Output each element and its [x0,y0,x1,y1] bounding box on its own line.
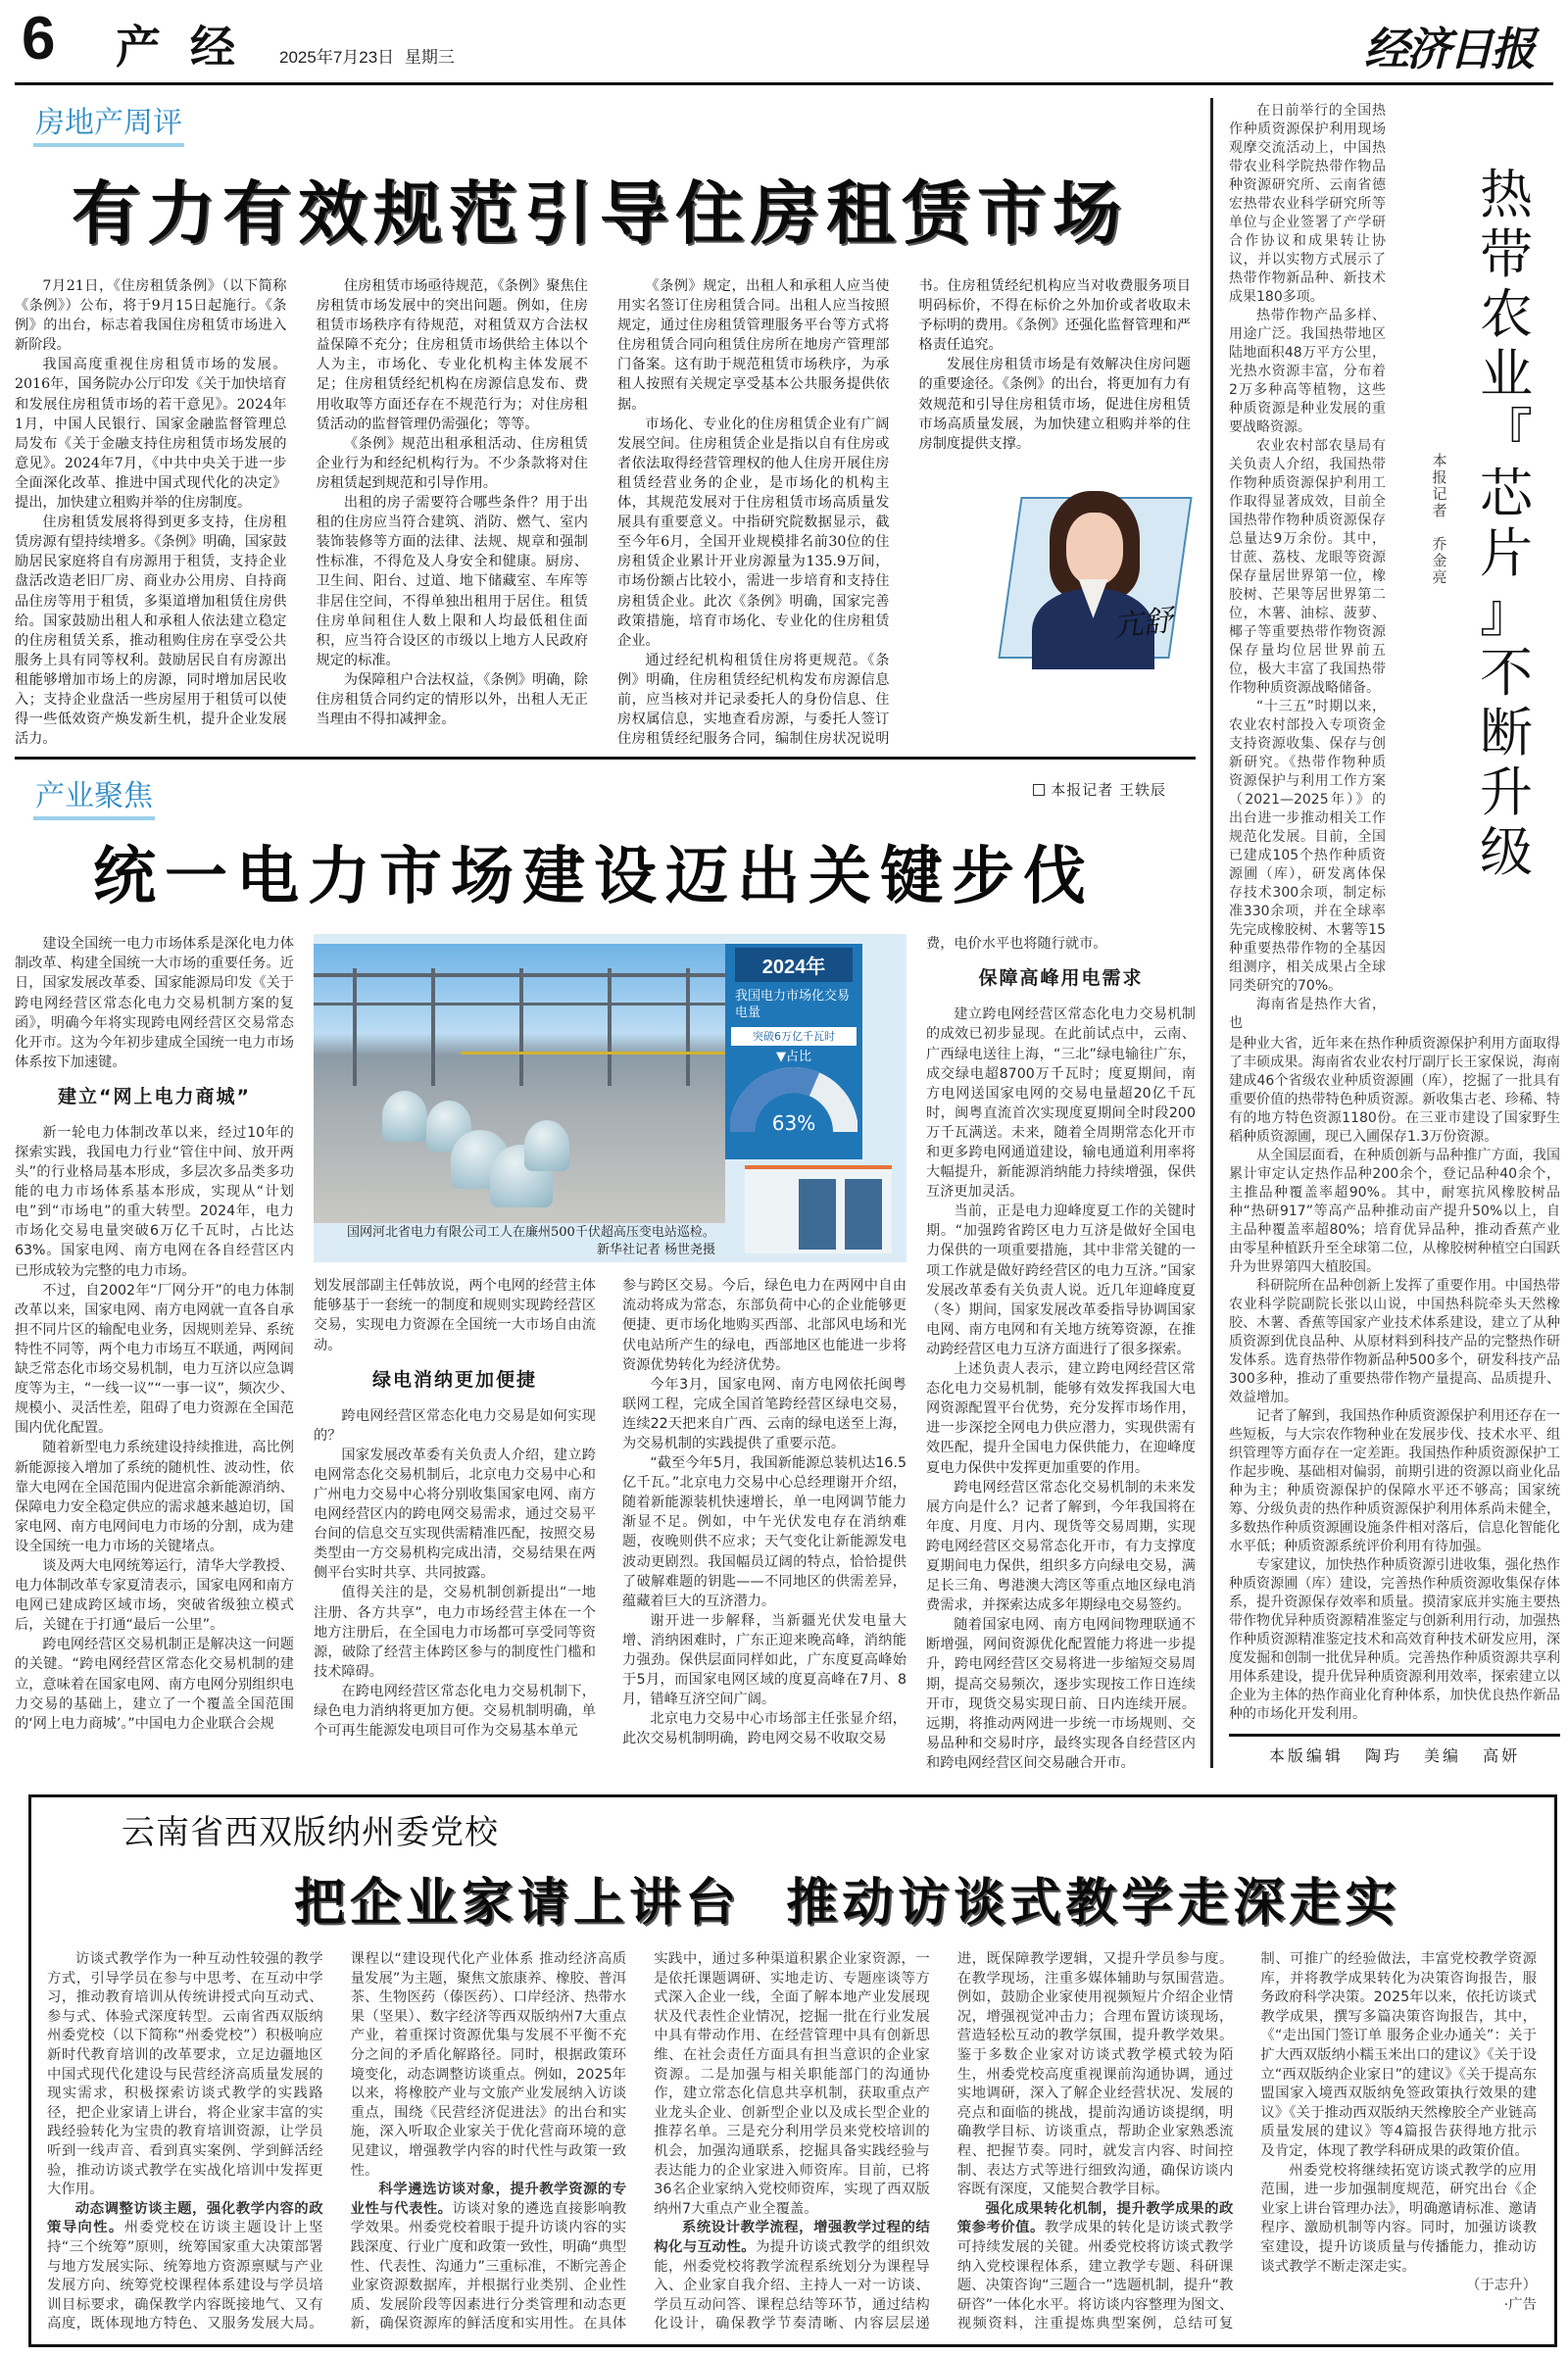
caption-text: 国网河北省电力有限公司工人在廉州500千伏超高压变电站巡检。 [347,1225,715,1241]
headline-housing: 有力有效规范引导住房租赁市场 [72,173,1128,254]
vertical-char: 带 [1480,223,1533,285]
article-column-3 [622,1276,906,1748]
paragraph-text: 随着国家电网、南方电网间物理联通不断增强，网间资源优化配置能力将进一步提升，跨电网经营区交易将进一步缩短交易周期，提高交易频次，逐步实现按工作日连续开市，现货交易实现日前、日内连续开展。远期，将推动两网进一步统一市场规则、交易品种和交易时序，最终实现各自经营区内和跨电网经营区间交易融合开市。 [926,1617,1196,1771]
column-kicker-housing: 房地产周评 [33,98,184,147]
paragraph-text: 为保障租户合法权益，《条例》明确，除住房租赁合同约定的情形以外，出租人无正当理由不得扣减押金。 [316,671,588,728]
portrait-face [1066,513,1123,585]
paragraph-text: 上述负责人表示，建立跨电网经营区常态化电力交易机制，能够有效发挥我国大电网资源配置平台优势，充分发挥市场作用，进一步深挖全网电力供应潜力，实现供需有效匹配，提升全国电力保供能力，在迎峰度夏电力保供中发挥更加重要的作用。 [926,1361,1196,1476]
subheading: 保障高峰用电需求 [978,967,1144,990]
substation-photo [314,944,725,1223]
pylon [608,968,612,1086]
vertical-char: 升 [1480,761,1533,823]
share-gauge [730,1067,858,1136]
advertorial-subtitle: 云南省西双版纳州委党校 [122,1813,499,1852]
paragraph-text: 在跨电网经营区常态化电力交易机制下，绿色电力消纳将更加方便。交易机制明确，单个可再生能源发电项目可作为交易基本单元 [314,1683,596,1740]
paragraph-text: 市场化、专业化的住房租赁企业有广阔发展空间。住房租赁企业是指以自有住房或者依法取得经营管理权的他人住房开展住房租赁经营业务的企业，是市场化的机构主体，其规范发展对于住房租赁市场高质量发展具有重要意义。中指研究院数据显示，截至今年6月，全国开业规模排名前30位的住房租赁企业累计开业房源量为135.9万间，市场份额占比较小，需进一步培育和支持住房租赁企业。此次《条例》明确，国家完善政策措施，培育市场化、专业化的住房租赁企业。 [617,416,890,649]
vertical-char: 者 [1432,502,1447,519]
paragraph-lead: 科学遴选访谈对象，提升教学资源的专业性与代表性。 [350,2182,627,2217]
page-editors: 本版编辑 陶玙 美编 高妍 [1268,1746,1521,1765]
advertorial-body [47,1950,1537,2334]
right-column-tropical [1210,98,1560,1768]
paragraph [622,1276,906,1374]
paragraph [314,1406,596,1446]
paragraph [314,1446,596,1584]
pylon [519,968,523,1086]
paragraph [15,513,287,749]
paragraph-text: 建设全国统一电力市场体系是深化电力体制改革、构建全国统一大市场的重要任务。近日，国家发展改革委、国家能源局印发《关于跨电网经营区常态化电力交易机制方案的复函》，明确今年将实现跨电网经营区交易常态化开市。这为今年初步建成全国统一电力市场体系按下加速键。 [15,936,294,1070]
paragraph-text: 海南省是热作大省，也 [1229,997,1386,1031]
paragraph [622,1453,906,1611]
substation-photo-infographic [314,934,906,1262]
paragraph-text: 新一轮电力体制改革以来，经过10年的探索实践，我国电力行业“管住中间、放开两头”的行业格局基本形成，多层次多品类多功能的电力市场体系基本形成，实现从“计划电”到“市场电”的重大转型。2024年，电力市场化交易电量突破6万亿千瓦时，占比达63%。国家电网、南方电网在各自经营区内已形成较为完整的电力市场。 [15,1124,294,1279]
paragraph [926,1615,1196,1773]
section-name: 产经 [116,21,265,74]
photo-and-middle-columns [314,934,906,1748]
paragraph-text: 随着新型电力系统建设持续推进，高比例新能源接入增加了系统的随机性、波动性，依靠大电网在全国范围内促进富余新能源消纳、保障电力安全稳定供应的需求越来越迫切，国家电网、南方电网间电力市场的分割，成为建设全国统一电力市场的关键堵点。 [15,1440,294,1554]
paragraph-text: 科研院所在品种创新上发挥了重要作用。中国热带农业科学院副院长张以山说，中国热科院牵头天然橡胶、木薯、香蕉等国家产业技术体系建设，建立了从种质资源到优良品种、从原材料到科技产品的完整热作研发体系。选育热带作物新品种500多个，研发科技产品300多种，推动了重要热带作物产量提高、品质提升、效益增加。 [1229,1278,1560,1405]
byline-text: 本报记者 王轶辰 [1051,781,1166,800]
advertorial-box [28,1794,1557,2347]
pylon [353,968,357,1086]
subheading: 绿电消纳更加便捷 [371,1368,537,1391]
paragraph [1229,1407,1560,1556]
photo-caption [314,1224,725,1259]
paragraph [1229,307,1386,437]
reactor-tank [382,1091,427,1142]
building-illustration [745,1165,892,1253]
vertical-char: 报 [1432,468,1447,486]
paragraph-text: ·广告 [1503,2296,1537,2313]
paragraph-text: 建立跨电网经营区常态化电力交易机制的成效已初步显现。在此前试点中，云南、广西绿电送往上海，“三北”绿电输往广东，成交绿电超8700万千瓦时；度夏期间，南方电网送国家电网的交易电量超20亿千瓦时，闽粤直流首次实现度夏期间全时段200万千瓦满送。未来，随着全周期常态化开市和更多跨电网通道建设，输电通道利用率将大幅提升，新能源消纳能力持续增强，保供互济更加灵活。 [926,1007,1196,1201]
paragraph [15,1281,294,1439]
paragraph-text: 热带作物产品多样、用途广泛。我国热带地区陆地面积48万平方公里，光热水资源丰富，分布着2万多种高等植物，这些种质资源是种业发展的重要战略资源。 [1229,308,1386,435]
gauge-value: 63% [771,1111,816,1136]
issue-date: 2025年7月23日 星期三 [279,48,455,67]
paragraph [1260,2277,1537,2296]
paragraph-text: 不过，自2002年“厂网分开”的电力体制改革以来，国家电网、南方电网就一直各自承担不同片区的输配电业务，因规则差异、系统特性不同等，两个电力市场互不联通，两网间缺乏常态化市场交易机制，电力互济以应急调度等为主，“一线一议”“一事一议”，频次少、规模小、灵活性差，阻碍了电力资源在全国范围内优化配置。 [15,1282,294,1437]
paragraph-text: 从全国层面看，在种质创新与品种推广方面，我国累计审定认定热作品种200余个，登记品种40余个，主推品种覆盖率超90%。其中，耐寒抗风橡胶树品种“热研917”等高产品种推动亩产提升50%以上，自主品种覆盖率超80%；培育优异品种，推动香蕉产业由零星种植跃升至全球第二位，从橡胶树种植空白国跃升为世界第四大植胶国。 [1229,1148,1560,1275]
vertical-char: 断 [1480,702,1533,763]
paragraph-text: 出租的房子需要符合哪些条件？用于出租的住房应当符合建筑、消防、燃气、室内装饰装修等方面的法律、法规、规章和强制性标准，不得危及人身安全和健康。厨房、卫生间、阳台、过道、地下储藏室、车库等非居住空间，不得单独出租用于居住。租赁住房单间租住人数上限和人均最低租住面积，应当符合设区的市级以上地方人民政府规定的标准。 [316,495,588,668]
paragraph [15,1123,294,1281]
paragraph-text: 在日前举行的全国热作种质资源保护利用现场观摩交流活动上，中国热带农业科学院热带作物品种资源研究所、云南省德宏热带农业科学研究所等单位与企业签署了产学研合作协议和成果转让协议，并以实物方式展示了热带作物新品种、新技术成果180多项。 [1229,103,1386,305]
paragraph [926,1359,1196,1478]
paragraph-lead: 动态调整访谈主题，强化教学内容的政策导向性。 [47,2200,323,2236]
paragraph-text: 通过经纪机构租赁住房将更规范。《条例》明确，住房租赁经纪机构发布房源信息前，应当核对并记录委托人的身份信息、住房权属信息，实地查看房源，与委托人签订住房租赁经纪服务合同，编制住房状况说明书。住房租赁经纪机构应当对收费服务项目明码标价，不得在标价之外加价或者收取未予标明的费用。《条例》还强化监督管理和严格责任追究。 [617,278,1191,748]
paragraph [926,934,1196,954]
article-body-tropical-narrow [1229,102,1386,1033]
paragraph-text: 跨电网经营区常态化交易机制的未来发展方向是什么？记者了解到，今年我国将在年度、月度、月内、现货等交易周期，实现跨电网经营区交易常态化开市，有力支撑度夏期间电力保供，组织多方向绿电交易，满足长三角、粤港澳大湾区等重点地区绿电消费需求，并探索达成多年期绿电交易签约。 [926,1479,1196,1614]
paragraph-text: 《条例》规范出租承租活动、住房租赁企业行为和经纪机构行为。不少条款将对住房租赁起到规范和引导作用。 [316,435,588,491]
paragraph [1229,1277,1560,1407]
author-signature: 亢舒 [1111,603,1174,644]
paragraph [314,1583,596,1681]
paragraph [622,1375,906,1453]
paragraph [15,1438,294,1556]
vertical-char: 级 [1480,821,1533,883]
pylon [431,968,435,1086]
paragraph [15,276,287,355]
paragraph [314,1276,596,1354]
byline-power [1033,779,1166,800]
paragraph-text: 教学成果的转化是访谈式教学可持续发展的关键。州委党校将访谈式教学纳入党校课程体系，建立教学专题、科研课题、决策咨询“三题合一”选题机制，提升“教研咨”一体化水平。将访谈内容整理为图文、视频资料，注重提炼典型案例，总结可复制、可推广的经验做法，丰富党校教学资源库，并将教学成果转化为决策咨询报告，服务政府科学决策。2025年以来，依托访谈式教学成果，撰写多篇决策咨询报告，其中，《“走出国门签订单 服务企业办通关”：关于扩大西双版纳小糯玉米出口的建议》《关于设立“西双版纳企业家日”的建议》《关于提高东盟国家入境西双版纳免签政策执行效果的建议》《关于推动西双版纳天然橡胶全产业链高质量发展的建议》等4篇报告获得地方批示及肯定，体现了教学科研成果的政策价值。 [956,1951,1537,2332]
paragraph [317,670,589,729]
paragraph [919,355,1192,453]
subheading: 建立“网上电力商城” [58,1085,251,1107]
vertical-char: 『 [1480,403,1533,465]
paragraph-text: 今年3月，国家电网、南方电网依托闽粤联网工程，完成全国首笔跨经营区绿电交易，连续22天把来自广西、云南的绿电送至上海，为交易机制的实践提供了重要示范。 [622,1376,906,1451]
paragraph [617,276,890,415]
paragraph-text: 谢开进一步解释，当新疆光伏发电量大增、消纳困难时，广东正迎来晚高峰，消纳能力强劲。保供层面同样如此，广东度夏高峰始于5月，而国家电网区域的度夏高峰在7月、8月，错峰互济空间广阔。 [622,1612,906,1708]
vertical-char: 本 [1432,452,1447,469]
paragraph [15,355,287,513]
advertorial-headline: 把企业家请上讲台 推动访谈式教学走深走实 [294,1874,1401,1933]
photo-credit: 新华社记者 杨世尧摄 [596,1243,715,1258]
paragraph-lead: 强化成果转化机制，提升教学成果的政策参考价值。 [956,2200,1234,2236]
paragraph-text: 费，电价水平也将随行就市。 [926,936,1107,953]
infographic-panel [725,944,862,1159]
paragraph [15,1635,294,1733]
vertical-char: 不 [1480,642,1533,704]
paragraph-text: 跨电网经营区交易机制正是解决这一问题的关键。“跨电网经营区常态化交易机制的建立，意味着在国家电网、南方电网分别组织电力交易的基础上，建立了一个覆盖全国范围的‘网上电力商城’。”中国电力企业联合会规 [15,1637,294,1732]
main-area [15,0,1560,1773]
paragraph-text: 发展住房租赁市场是有效解决住房问题的重要途径。《条例》的出台，将更加有力有效规范和引导住房租赁市场，促进住房租赁市场高质量发展，为加快建立租购并举的住房制度提供支撑。 [918,357,1191,452]
paragraph-text: 住房租赁发展将得到更多支持，住房租赁房源有望持续增多。《条例》明确，国家鼓励居民家庭将自有房源用于租赁，支持企业盘活改造老旧厂房、商业办公用房、自持商品住房等用于租赁，多渠道增加租赁住房供给。国家鼓励出租人和承租人依法建立稳定的住房租赁关系，推动租购住房在享受公共服务上具有同等权利。鼓励居民自有房源出租能够增加市场上的房源，同时增加居民收入；支持企业盘活一些房屋用于租赁可以使得一些低效资产焕发新生机，提升企业发展活力。 [15,515,287,748]
paragraph-text: 当前，正是电力迎峰度夏工作的关键时期。“加强跨省跨区电力互济是做好全国电力保供的一项重要措施，其中非常关键的一项工作就是做好跨经营区的电力互济。”国家发展改革委有关负责人说。近几年迎峰度夏（冬）期间，国家发展改革委指导协调国家电网、南方电网和有关地方统筹资源，在推动跨经营区电力互济方面进行了很多探索。 [926,1203,1196,1357]
author-portrait [988,462,1194,669]
article-body-tropical-wide [1229,1035,1560,1724]
article-column-4 [926,934,1196,1773]
headline-power: 统一电力市场建设迈出关键步伐 [93,840,1095,914]
vertical-char: 片 [1480,522,1533,584]
paragraph-text: 访谈式教学作为一种互动性较强的教学方式，引导学员在参与中思考、在互动中学习，推动教育培训从传统讲授式向互动式、参与式、体验式深度转型。云南省西双版纳州委党校（以下简称“州委党校”）积极响应新时代教育培训的改革要求，立足边疆地区中国式现代化建设与民营经济高质量发展的现实需求，积极探索访谈式教学的实践路径，把企业家请上讲台，将企业家丰富的实践经验转化为宝贵的教育培训资源，让学员听到一线声音、看到真实案例、学到鲜活经验，推动访谈式教学在实战化培训中发挥更大作用。 [47,1951,323,2198]
paragraph [314,1682,596,1741]
paragraph [1260,2162,1537,2278]
byline-tropical [1429,453,1450,586]
section-divider [15,757,1196,760]
paragraph-text: 访谈对象的遴选直接影响教学效果。州委党校着眼于提升访谈内容的实践深度、行业广度和政策一致性，明确“典型性、代表性、沟通力”三重标准，不断完善企业家资源数据库，并根据行业类别、企业性质、发展阶段等因素进行分类管理和动态更新，确保资源库的鲜活度和实用性。在具体实践中，通过多种渠道积累企业家资源，一是依托课题调研、实地走访、专题座谈等方式深入企业一线，全面了解本地产业发展现状及代表性企业情况，挖掘一批在行业发展中具有带动作用、在经营管理中具有创新思维、在社会责任方面具有担当意识的企业家资源。二是加强与相关职能部门的沟通协作，建立常态化信息共享机制，获取重点产业龙头企业、创新型企业以及成长型企业的推荐名单。三是充分利用学员来党校培训的机会，加强沟通联系，挖掘具备实践经验与表达能力的企业家进入师资库。目前，已将36名企业家纳入党校师资库，实现了西双版纳州7大重点产业全覆盖。 [350,1951,930,2332]
vertical-char: 亮 [1432,568,1447,586]
vertical-char: 农 [1480,283,1533,345]
paragraph-text: 北京电力交易中心市场部主任张显介绍，此次交易机制明确，跨电网交易不收取交易 [622,1711,906,1747]
paragraph [317,493,589,670]
pylon [686,968,690,1086]
paragraph-text: 专家建议，加快热作种质资源引进收集，强化热作种质资源圃（库）建设，完善热作种质资源收集保存体系，提升资源保存效率和质量。摸清家底并实施主要热带作物优异种质资源精准鉴定与创新利用行动，加强热作种质资源精准鉴定技术和高效育种技术研发应用，深度发掘和创制一批优异种质。完善热作种质资源共享利用体系建设，提升优异种质资源利用效率，探索建立以企业为主体的热作商业化育种体系，加快优良热作新品种的市场化开发利用。 [1229,1557,1560,1722]
paragraph-text: 参与跨区交易。今后，绿色电力在两网中自由流动将成为常态，东部负荷中心的企业能够更便捷、更市场化地购买西部、北部风电场和光伏电站所产生的绿电，西部地区也能进一步将资源优势转化为经济优势。 [622,1278,906,1373]
paragraph-text: 为提升访谈式教学的组织效能，州委党校将教学流程系统划分为课程导入、企业家自我介绍、主持人一对一访谈、学员互动问答、课程总结等环节，通过结构化设计，确保教学节奏清晰、内容层层递进，既保障教学逻辑，又提升学员参与度。在教学现场，注重多媒体辅助与氛围营造。例如，鼓励企业家使用视频短片介绍企业情况，增强视觉冲击力；合理布置访谈现场，营造轻松互动的教学氛围，提升教学效果。鉴于多数企业家对访谈式教学模式较为陌生，州委党校高度重视课前沟通协调，通过实地调研，深入了解企业经营状况、发展的亮点和面临的挑战，提前沟通访谈提纲，明确教学目标、访谈重点，帮助企业家熟悉流程、把握节奏。同时，就发言内容、时间控制、表达方式等进行细致沟通，确保访谈内容既有深度，又能契合教学目标。 [654,1951,1234,2332]
reactor-tank [524,1120,569,1171]
paragraph [1260,2296,1537,2316]
paragraph-text: 住房租赁市场亟待规范，《条例》聚焦住房租赁市场发展中的突出问题。例如，住房租赁市场秩序有待规范，对租赁双方合法权益保障不充分；住房租赁市场供给主体以个人为主，市场化、专业化机构主体发展不足；住房租赁经纪机构在房源信息发布、费用收取等方面还存在不规范行为；对住房租赁活动的监督管理仍需强化；等等。 [316,278,588,432]
article-body-housing [15,276,1191,749]
paragraph-text: 州委党校将继续拓宽访谈式教学的应用范围，进一步加强制度规范，研究出台《企业家上讲台管理办法》，明确邀请标准、邀请程序、激励机制等内容。同时，加强访谈教室建设，提升访谈质量与传播能力，推动访谈式教学不断走深走实。 [1260,2162,1537,2275]
infographic-share-label: ▼占比 [776,1050,811,1065]
building-door [799,1179,836,1250]
paragraph-text: 划发展部副主任韩放说，两个电网的经营主体能够基于一套统一的制度和规则实现跨经营区交易，实现电力资源在全国统一大市场自由流动。 [314,1278,596,1353]
paragraph [1229,1556,1560,1724]
paragraph-text: 国家发展改革委有关负责人介绍，建立跨电网常态化交易机制后，北京电力交易中心和广州电力交易中心将分别收集国家电网、南方电网经营区内的跨电网交易需求，通过交易平台间的信息交互实现供需精准匹配，按照交易类型由一方交易机构完成出清，交易结果在两侧平台实时共享、共同披露。 [314,1447,596,1582]
paragraph-text: 7月21日，《住房租赁条例》（以下简称《条例》）公布，将于9月15日起施行。《条例》的出台，标志着我国住房租赁市场进入新阶段。 [15,278,287,354]
paragraph [1229,1035,1560,1147]
tropical-top [1229,102,1560,1033]
vertical-char: 芯 [1480,463,1533,524]
power-header [15,771,1196,820]
editor-rule [1229,1734,1560,1737]
paragraph [1229,437,1386,698]
left-area [15,98,1196,1773]
vertical-char: 乔 [1432,535,1447,553]
middle-columns [314,1276,906,1748]
paragraph-text: 值得关注的是，交易机制创新提出“一地注册、各方共享”，电力市场经营主体在一个地方注册后，在全国电力市场都可享受同等资源，破除了经营主体跨区参与的制度性门槛和技术障碍。 [314,1585,596,1680]
paragraph [926,1202,1196,1359]
paragraph [317,434,589,493]
paragraph [15,934,294,1072]
infographic-label: 我国电力市场化交易电量 [735,989,851,1021]
paragraph-text: 《条例》规定，出租人和承租人应当使用实名签订住房租赁合同。出租人应当按照规定，通过住房租赁管理服务平台等方式将住房租赁合同向租赁住房所在地房产管理部门备案。这有助于规范租赁市场秩序，为承租人按照有关规定享受基本公共服务提供依据。 [617,278,890,413]
infographic-volume: 突破6万亿千瓦时 [731,1027,857,1046]
article-column-1 [15,934,294,1734]
power-body [15,934,1196,1773]
busbar [461,1052,725,1055]
paragraph [926,1005,1196,1202]
infographic-year: 2024年 [735,948,853,982]
headline-tropical [1472,165,1541,882]
newspaper-logo: 经济日报 [1364,23,1533,75]
byline-box-icon [1033,784,1045,796]
paragraph [1229,1147,1560,1277]
paragraph-text: 州委党校在访谈主题设计上坚持“三个统筹”原则，统筹国家重大决策部署与地方发展实际、统筹地方资源禀赋与产业发展方向、统筹党校课程体系建设与学员培训目标要求，确保教学内容既接地气、又有高度，既体现地方特色、又服务发展大局。课程以“建设现代化产业体系 推动经济高质量发展”为主题，聚焦文旅康养、橡胶、普洱茶、生物医药（傣医药）、口岸经济、热带水果（坚果）、数字经济等西双版纳州7大重点产业，着重探讨资源优集与发展不平衡不充分之间的矛盾化解路径。同时，根据政策环境变化，动态调整访谈重点。例如，2025年以来，将橡胶产业与文旅产业发展纳入访谈重点，围绕《民营经济促进法》的出台和实施，深入听取企业家关于优化营商环境的意见建议，增强教学内容的时代性与政策一致性。 [47,1951,627,2332]
article-column-2 [314,1276,596,1748]
vertical-char: 』 [1480,582,1533,644]
paragraph-text: “十三五”时期以来，农业农村部投入专项资金支持资源收集、保存与创新研究。《热带作物种质资源保护与利用工作方案（2021—2025年）》的出台进一步推动相关工作规范化发展。目前，全国已建成105个热作种质资源圃（库），研发离体保存技术300余项，制定标准330余项，并在全球率先完成橡胶树、木薯等15种重要热带作物的全基因组测序，相关成果占全球同类研究的70%。 [1229,699,1386,994]
vertical-char: 业 [1480,343,1533,405]
paragraph [622,1709,906,1748]
vertical-char: 记 [1432,485,1447,503]
paragraph [1229,698,1386,996]
paragraph [622,1611,906,1709]
paragraph-text: 跨电网经营区常态化电力交易是如何实现的？ [314,1407,596,1444]
paragraph-text: “截至今年5月，我国新能源总装机达16.5亿千瓦。”北京电力交易中心总经理谢开介绍，随着新能源装机快速增长，单一电网调节能力渐显不足。例如，中午光伏发电存在消纳难题，夜晚则供不应求；天气变化让新能源发电波动更剧烈。我国幅员辽阔的特点，恰恰提供了破解难题的钥匙——不同地区的供需差异，蕴藏着巨大的互济潜力。 [622,1455,906,1609]
paragraph-lead: 系统设计教学流程，增强教学过程的结构化与互动性。 [654,2220,930,2255]
paragraph [926,1478,1196,1616]
paragraph-text: 记者了解到，我国热作种质资源保护利用还存在一些短板，与大宗农作物种业在发展步伐、技术水平、组织管理等方面存在一定差距。我国热作种质资源保护工作起步晚、基础相对偏弱，前期引进的资源以商业化品种为主；种质资源保护的保障水平还不够高；国家统筹、分级负责的热作种质资源保护利用体系尚未健全，多数热作种质资源圃设施条件相对落后，信息化智能化水平低；种质资源系统评价利用有待加强。 [1229,1408,1560,1554]
vertical-char [1429,519,1450,536]
paragraph [1229,102,1386,307]
paragraph [15,1556,294,1635]
paragraph-text: 是种业大省，近年来在热作种质资源保护利用方面取得了丰硕成果。海南省农业农村厅副厅长王家保说，海南建成46个省级农业种质资源圃（库），挖掘了一批具有重要价值的热带特色种质资源。新收集古老、珍稀、特有的地方特色资源1180份。在三亚市建设了国家野生稻种质资源圃，现已入圃保存1.3万份资源。 [1229,1036,1560,1145]
paragraph-text: 农业农村部农垦局有关负责人介绍，我国热带作物种质资源保护利用工作取得显著成效，目前全国热带作物种质资源保存总量达9万余份。其中，甘蔗、荔枝、龙眼等资源保存量居世界第一位，橡胶树、芒果等居世界第二位，木薯、油棕、菠萝、椰子等重要热带作物资源保存量均位居世界前五位，极大丰富了我国热带作物种质资源战略储备。 [1229,438,1386,696]
paragraph-text: 谈及两大电网统筹运行，清华大学教授、电力体制改革专家夏清表示，国家电网和南方电网已建成跨区域市场，突破省级独立模式后，关键在于打通“最后一公里”。 [15,1557,294,1634]
column-kicker-industry: 产业聚焦 [33,771,155,820]
paragraph [47,1950,323,2200]
building-door [845,1179,882,1250]
paragraph-text: （于志升） [1466,2278,1537,2294]
paragraph [1229,996,1386,1033]
vertical-char: 热 [1480,164,1533,225]
page-number: 6 [22,5,56,73]
paragraph [617,415,890,651]
vertical-char: 金 [1432,552,1447,569]
paragraph-text: 我国高度重视住房租赁市场的发展。2016年，国务院办公厅印发《关于加快培育和发展住房租赁市场的若干意见》。2024年1月，中国人民银行、国家金融监督管理总局发布《关于金融支持住房租赁市场发展的意见》。2024年7月，《中共中央关于进一步全面深化改革、推进中国式现代化的决定》提出，加快建立租购并举的住房制度。 [15,357,287,512]
paragraph [317,276,589,434]
